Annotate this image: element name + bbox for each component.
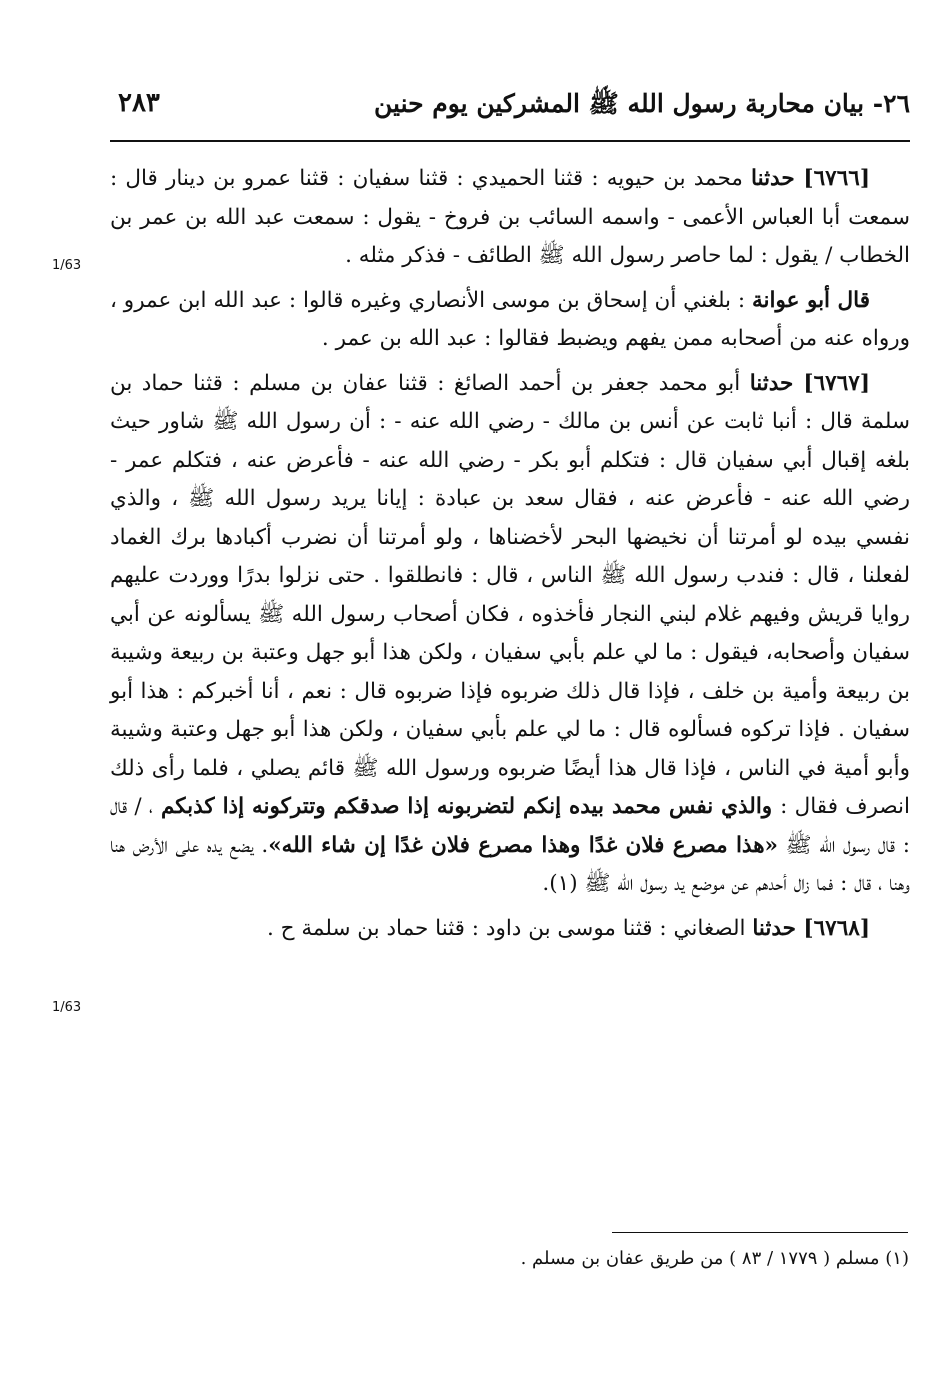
hadith-number: [٦٧٦٦] حدثنا: [751, 166, 870, 191]
margin-reference: 1/63: [52, 258, 82, 273]
note-text: : بلغني أن إسحاق بن موسى الأنصاري وغيره قالوا : عبد الله ابن عمرو ، ورواه عنه من أصحابه ممن يفهم ويضبط فقالوا : عبد الله بن عمر .: [110, 287, 910, 351]
hadith-6766: [110, 160, 910, 276]
chapter-title: ٢٦- بيان محاربة رسول الله ﷺ المشركين يوم حنين: [374, 89, 910, 118]
hadith-text: أبو محمد جعفر بن أحمد الصائغ : قثنا عفان بن مسلم : قثنا حماد بن سلمة قال : أنبا ثابت عن أنس بن مالك - رضي الله عنه - : أن رسول الله ﷺ شاور حيث بلغه إقبال أبي سفيان قال : فتكلم أبو بكر - رضي الله عنه - فأعرض عنه ، فتكلم عمر - رضي الله عنه - فأعرض عنه ، فقال سعد بن عبادة : إيانا يريد رسول الله ﷺ ، والذي نفسي بيده لو أمرتنا أن نخيضها البحر لأخضناها ، ولو أمرتنا أن نضرب أكبادها برك الغماد لفعلنا ، قال : فندب رسول الله ﷺ الناس ، قال : فانطلقوا . حتى نزلوا بدرًا ووردت عليهم روايا قريش وفيهم غلام لبني النجار فأخذوه ، فكان أصحاب رسول الله ﷺ يسألونه عن أبي سفيان وأصحابه، فيقول : ما لي علم بأبي سفيان ، ولكن هذا أبو جهل وعتبة بن ربيعة وشيبة بن ربيعة وأمية بن خلف ، فإذا قال ذلك ضربوه فإذا ضربوه قال : نعم ، أنا أخبركم : هذا أبو سفيان . فإذا تركوه فسألوه قال : ما لي علم بأبي سفيان ، ولكن هذا أبو جهل وعتبة وشيبة وأبو أمية في الناس ، فإذا قال هذا أيضًا ضربوه ورسول الله ﷺ قائم يصلي ، فلما رأى ذلك انصرف فقال :: [110, 370, 910, 819]
hadith-6767: [110, 365, 910, 904]
prophetic-quote: «هذا مصرع فلان غدًا وهذا مصرع فلان غدًا إن شاء الله»: [268, 832, 778, 858]
footnote-rule: [612, 1232, 908, 1233]
margin-reference: 1/63: [52, 1000, 82, 1015]
page-number: ٢٨٣: [118, 88, 160, 118]
prophetic-statement: والذي نفس محمد بيده إنكم لتضربونه إذا صدقكم وتتركونه إذا كذبكم: [153, 794, 781, 819]
hadith-number: [٦٧٦٨] حدثنا: [752, 915, 870, 941]
hadith-text-end: . يضع يده على الأرض هنا وهنا ، قال : فما زال أحدهم عن موضع يد رسول الله ﷺ (١).: [110, 832, 910, 896]
running-header: [110, 88, 910, 128]
footnote: (١) مسلم ( ١٧٧٩ / ٨٣ ) من طريق عفان بن مسلم .: [520, 1248, 909, 1269]
hadith-6768: [110, 910, 910, 949]
abu-awana-note: [110, 282, 910, 359]
main-text: [110, 160, 910, 954]
hadith-text-continued: ، / قال : قال رسول الله ﷺ: [110, 794, 910, 858]
note-lead: قال أبو عوانة: [752, 287, 871, 313]
hadith-number: [٦٧٦٧] حدثنا: [749, 370, 870, 396]
hadith-text: الصغاني : قثنا موسى بن داود : قثنا حماد بن سلمة ح .: [266, 915, 753, 941]
header-rule: [110, 140, 910, 142]
hadith-text: محمد بن حيويه : قثنا الحميدي : قثنا سفيان : قثنا عمرو بن دينار قال : سمعت أبا العباس الأعمى - واسمه السائب بن فروخ - يقول : سمعت عبد الله بن عمر بن الخطاب / يقول : لما حاصر رسول الله ﷺ الطائف - فذكر مثله .: [110, 166, 910, 268]
